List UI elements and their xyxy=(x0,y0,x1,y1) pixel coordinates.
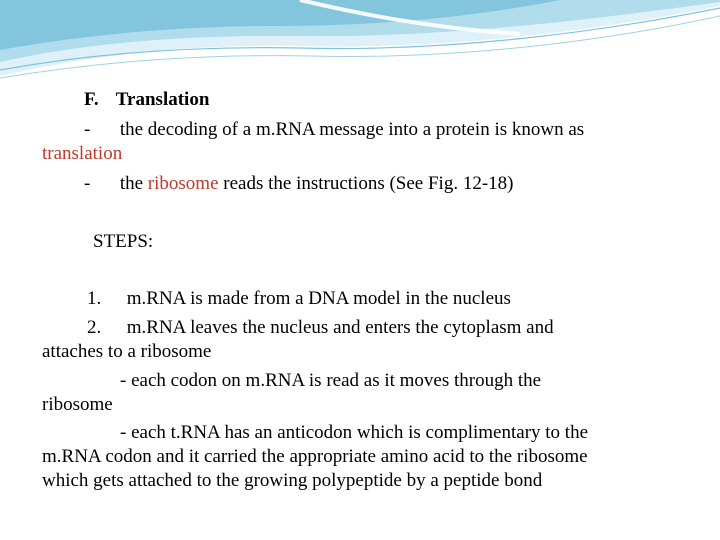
substep-2-line-3: which gets attached to the growing polypeptide by a peptide bond xyxy=(42,470,543,491)
step-1-number: 1. xyxy=(87,288,102,309)
steps-heading: STEPS: xyxy=(93,231,154,252)
step-2-text: m.RNA leaves the nucleus and enters the cytoplasm and xyxy=(126,317,554,338)
step-2 xyxy=(87,316,554,340)
substep-1-line-2: ribosome xyxy=(42,394,113,415)
bullet-2-dash: - xyxy=(84,173,91,194)
section-marker: F. xyxy=(84,89,99,110)
bullet-1 xyxy=(84,118,584,142)
substep-2-line-2: m.RNA codon and it carried the appropriate amino acid to the ribosome xyxy=(42,446,588,467)
bullet-2 xyxy=(84,172,514,196)
bullet-2-term: ribosome xyxy=(147,173,219,194)
substep-2-line-1: - each t.RNA has an anticodon which is complimentary to the xyxy=(120,422,589,443)
step-1-text: m.RNA is made from a DNA model in the nucleus xyxy=(126,288,511,309)
substep-1-line-1: - each codon on m.RNA is read as it moves through the xyxy=(120,370,542,391)
step-2-number: 2. xyxy=(87,317,102,338)
bullet-2-post: reads the instructions (See Fig. 12-18) xyxy=(223,173,514,194)
step-2-continuation: attaches to a ribosome xyxy=(42,341,212,362)
section-heading xyxy=(84,88,209,112)
bullet-1-text: the decoding of a m.RNA message into a protein is known as xyxy=(119,119,585,140)
header-wave-decoration xyxy=(0,0,720,90)
bullet-2-pre: the xyxy=(119,173,144,194)
bullet-1-term: translation xyxy=(42,143,123,164)
section-title: Translation xyxy=(115,89,210,110)
step-1 xyxy=(87,287,511,311)
bullet-1-dash: - xyxy=(84,119,91,140)
